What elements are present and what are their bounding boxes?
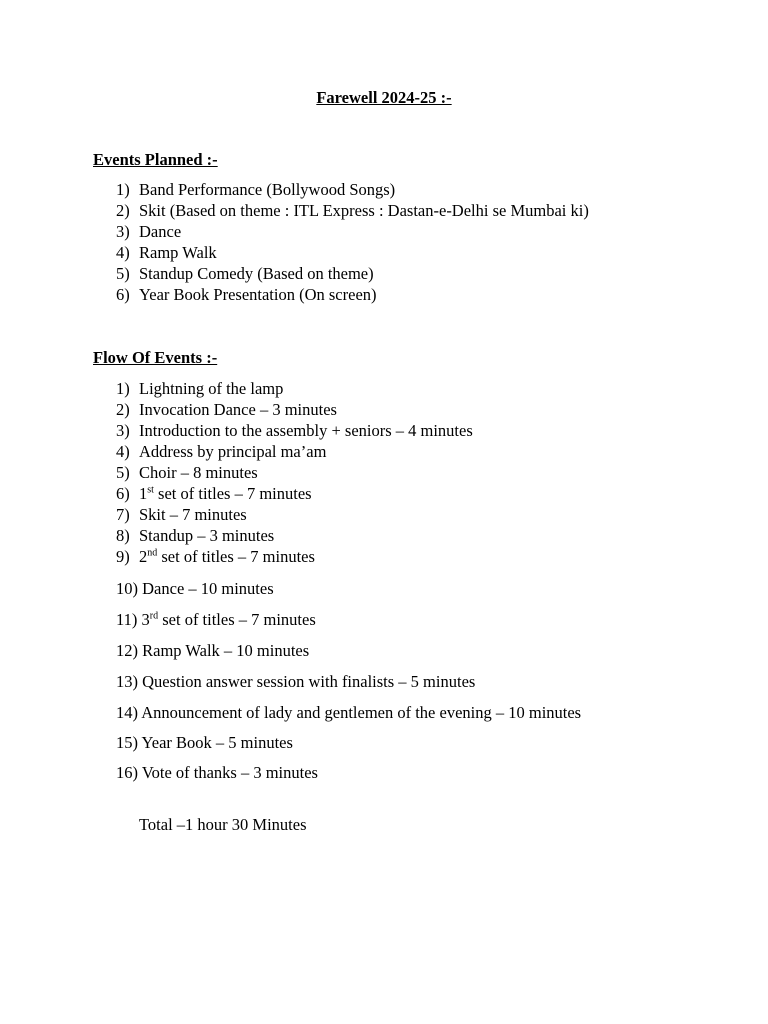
list-item: 13) Question answer session with finalists – 5 minutes — [116, 672, 476, 691]
total-duration: Total –1 hour 30 Minutes — [139, 815, 307, 834]
list-item: 2) Skit (Based on theme : ITL Express : Dastan-e-Delhi se Mumbai ki) — [116, 201, 589, 220]
list-item: 2) Invocation Dance – 3 minutes — [116, 400, 337, 419]
list-item: 8) Standup – 3 minutes — [116, 526, 275, 545]
events-planned-heading: Events Planned :- — [93, 150, 218, 169]
document-title: Farewell 2024-25 :- — [316, 88, 452, 107]
list-item: 3) Dance — [116, 222, 182, 241]
flow-of-events-heading: Flow Of Events :- — [93, 348, 218, 367]
list-item: 1) Band Performance (Bollywood Songs) — [116, 180, 396, 199]
list-item: 10) Dance – 10 minutes — [116, 579, 274, 598]
list-item: 11) 3rd set of titles – 7 minutes — [116, 610, 316, 629]
list-item: 16) Vote of thanks – 3 minutes — [116, 763, 318, 782]
list-item: 9) 2nd set of titles – 7 minutes — [116, 547, 315, 566]
list-item: 7) Skit – 7 minutes — [116, 505, 247, 524]
list-item: 4) Ramp Walk — [116, 243, 217, 262]
list-item: 12) Ramp Walk – 10 minutes — [116, 641, 310, 660]
list-item: 1) Lightning of the lamp — [116, 379, 284, 398]
flow-of-events-list — [116, 378, 473, 567]
events-planned-list — [116, 179, 589, 305]
list-item: 6) 1st set of titles – 7 minutes — [116, 484, 312, 503]
list-item: 5) Choir – 8 minutes — [116, 463, 258, 482]
list-item: 5) Standup Comedy (Based on theme) — [116, 264, 374, 283]
list-item: 6) Year Book Presentation (On screen) — [116, 285, 377, 304]
list-item: 3) Introduction to the assembly + seniors – 4 minutes — [116, 421, 473, 440]
list-item: 15) Year Book – 5 minutes — [116, 733, 293, 752]
list-item: 4) Address by principal ma’am — [116, 442, 327, 461]
list-item: 14) Announcement of lady and gentlemen of the evening – 10 minutes — [116, 703, 582, 722]
